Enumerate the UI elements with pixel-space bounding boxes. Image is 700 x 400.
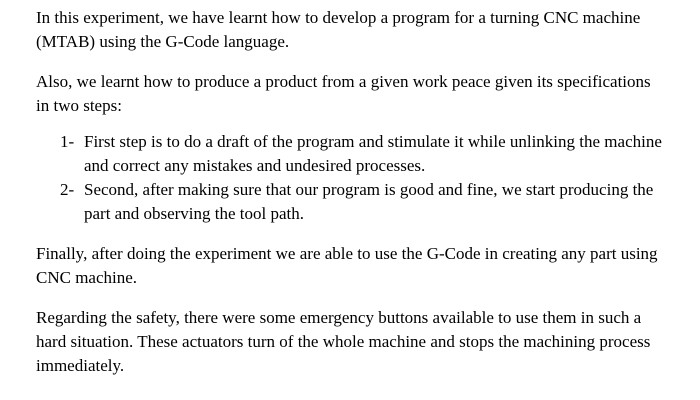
list-item-marker: 1- bbox=[60, 132, 75, 151]
list-item-text: Second, after making sure that our program is good and fine, we start producing the part and observing the tool path. bbox=[84, 180, 654, 223]
steps-list bbox=[36, 130, 664, 226]
list-item-text: First step is to do a draft of the program and stimulate it while unlinking the machine and correct any mistakes and undesired processes. bbox=[84, 132, 662, 175]
intro-paragraph: In this experiment, we have learnt how to develop a program for a turning CNC machine (MTAB) using the G-Code language. bbox=[36, 8, 641, 51]
list-item bbox=[36, 178, 664, 226]
list-item bbox=[36, 130, 664, 178]
safety-paragraph: Regarding the safety, there were some emergency buttons available to use them in such a hard situation. These actuators turn of the whole machine and stops the machining process immediately. bbox=[36, 308, 651, 375]
list-item-marker: 2- bbox=[60, 180, 75, 199]
conclusion-paragraph: Finally, after doing the experiment we are able to use the G-Code in creating any part using CNC machine. bbox=[36, 244, 658, 287]
steps-intro-paragraph: Also, we learnt how to produce a product from a given work peace given its specifications in two steps: bbox=[36, 72, 651, 115]
